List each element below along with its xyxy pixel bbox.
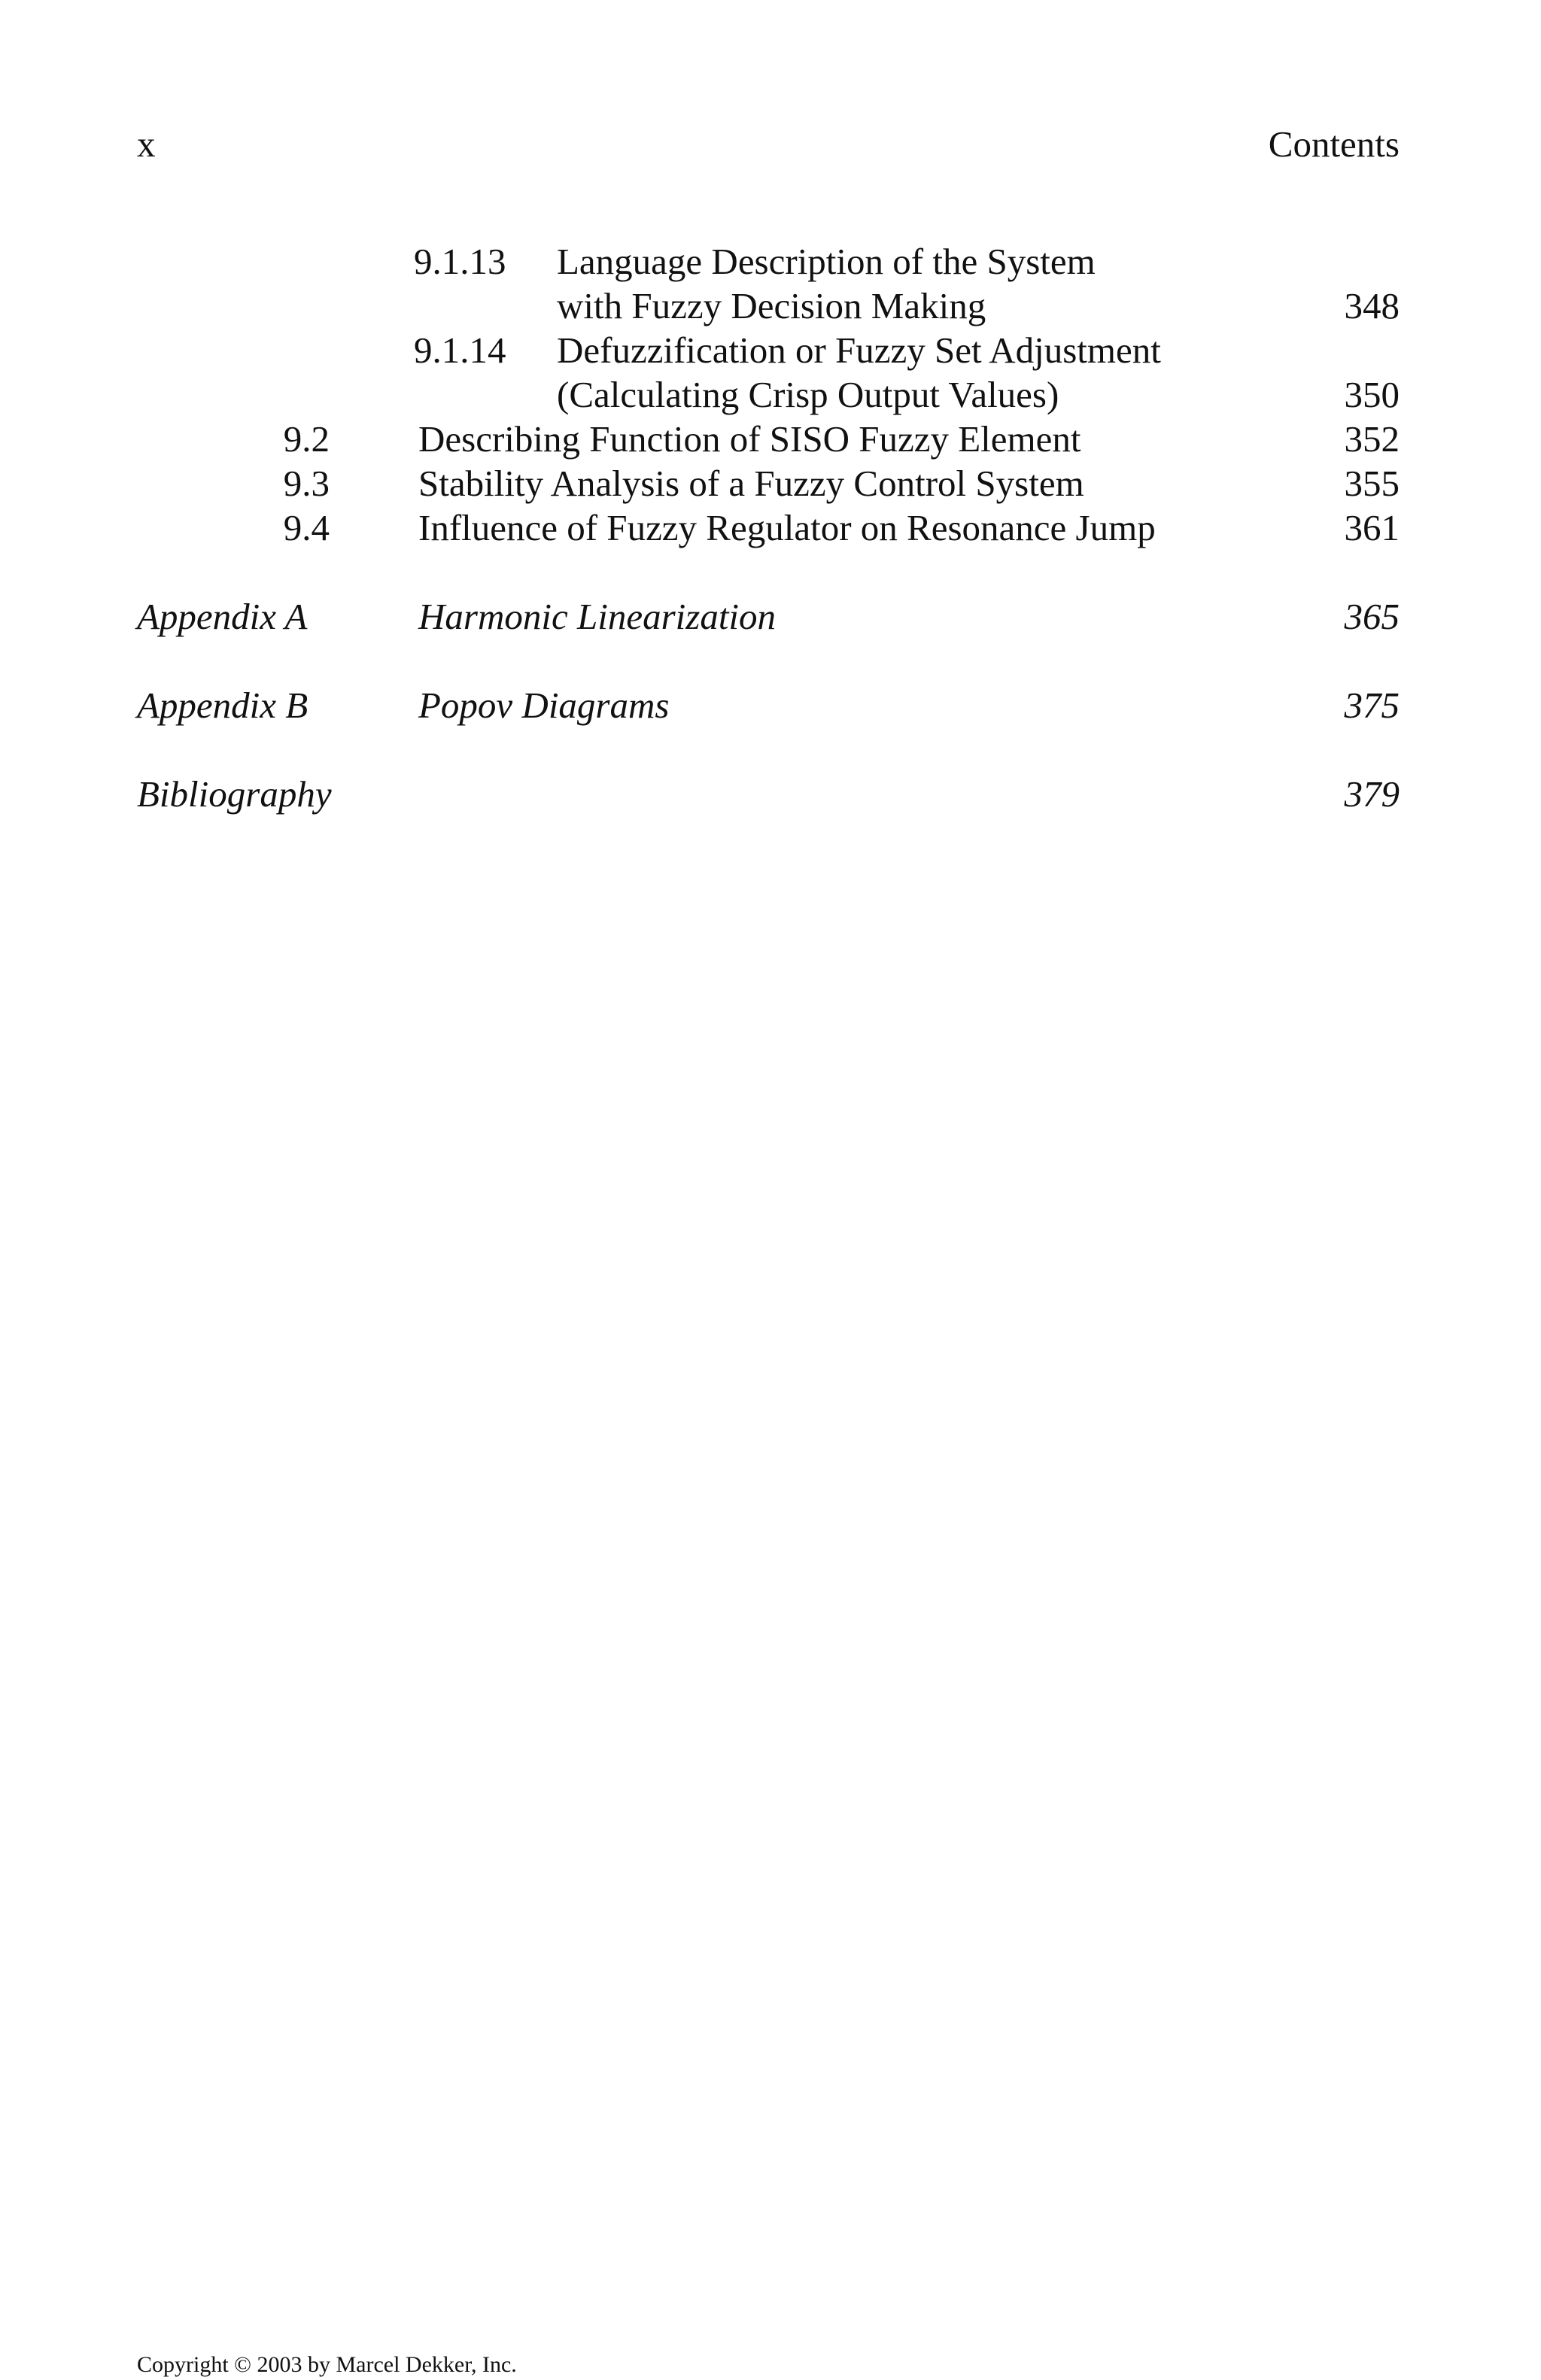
entry-page: 375 — [1344, 685, 1400, 726]
entry-number: 9.2 — [283, 418, 330, 460]
page-number: x — [137, 123, 156, 165]
entry-title: Stability Analysis of a Fuzzy Control System — [418, 463, 1084, 504]
entry-number: 9.3 — [283, 463, 330, 504]
entry-title: Popov Diagrams — [418, 685, 670, 726]
entry-label: Bibliography — [137, 773, 332, 815]
entry-page: 365 — [1344, 596, 1400, 637]
entry-page: 352 — [1344, 418, 1400, 460]
entry-page: 355 — [1344, 463, 1400, 504]
entry-page: 348 — [1344, 285, 1400, 326]
entry-title-line1: Language Description of the System — [557, 241, 1096, 282]
entry-number: 9.1.14 — [414, 329, 506, 371]
entry-label: Appendix A — [137, 596, 308, 637]
copyright-notice: Copyright © 2003 by Marcel Dekker, Inc. — [137, 2352, 517, 2377]
entry-label: Appendix B — [137, 685, 309, 726]
entry-page: 379 — [1344, 773, 1400, 815]
entry-title-line1: Defuzzification or Fuzzy Set Adjustment — [557, 329, 1161, 371]
entry-title: Describing Function of SISO Fuzzy Element — [418, 418, 1081, 460]
entry-number: 9.4 — [283, 507, 330, 548]
entry-number: 9.1.13 — [414, 241, 506, 282]
entry-page: 350 — [1344, 374, 1400, 415]
entry-title-line2: (Calculating Crisp Output Values) — [557, 374, 1059, 415]
entry-title: Harmonic Linearization — [418, 596, 777, 637]
entry-title: Influence of Fuzzy Regulator on Resonance Jump — [418, 507, 1156, 548]
entry-title-line2: with Fuzzy Decision Making — [557, 285, 986, 326]
running-title: Contents — [1268, 123, 1400, 165]
entry-page: 361 — [1344, 507, 1400, 548]
